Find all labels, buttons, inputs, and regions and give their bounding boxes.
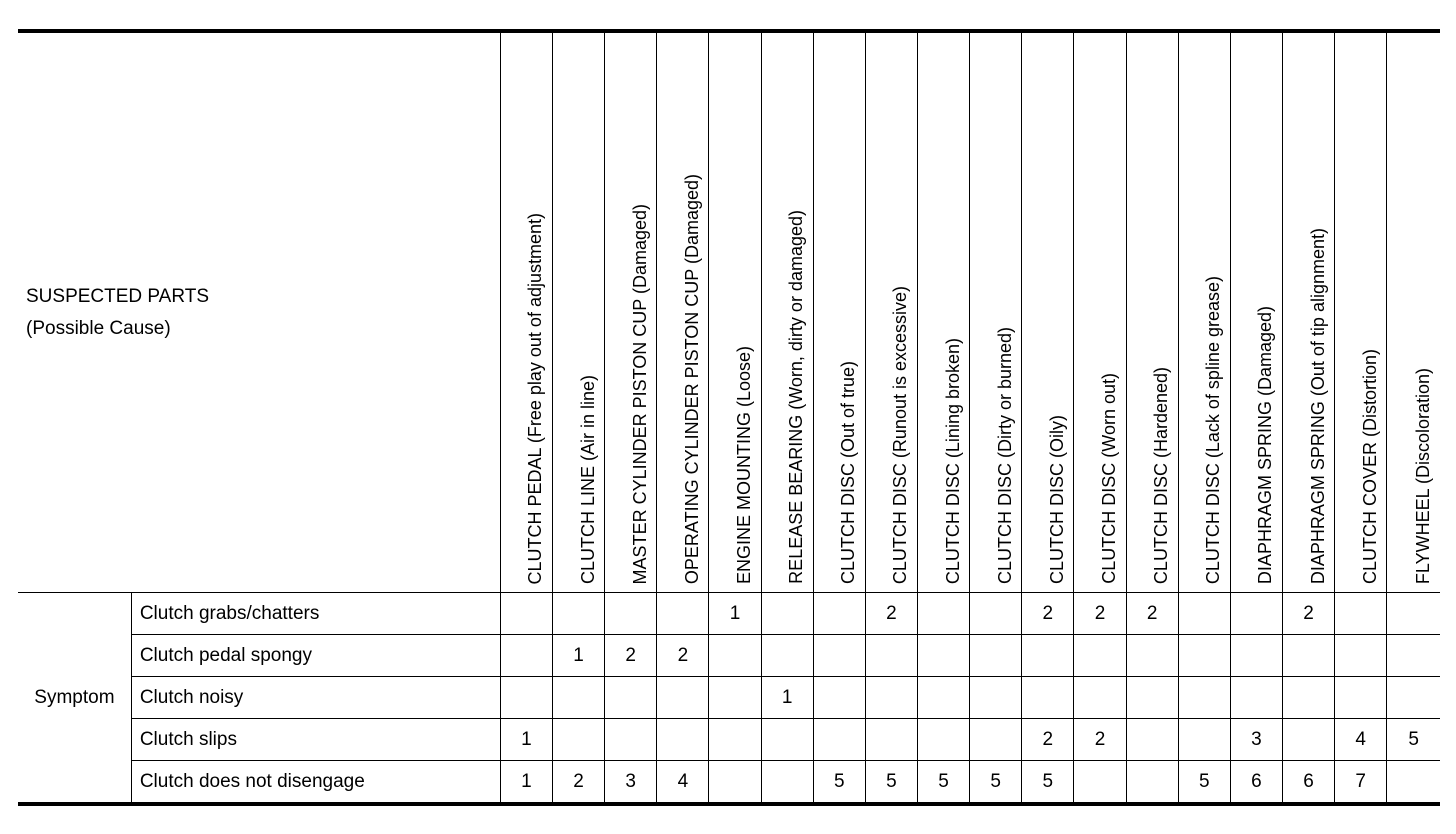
- symptom-group-label: Symptom: [18, 593, 131, 805]
- priority-cell: [553, 719, 605, 761]
- column-header-label: CLUTCH DISC (Runout is excessive): [890, 285, 911, 584]
- priority-cell: 5: [1178, 761, 1230, 805]
- column-header: [1230, 31, 1282, 593]
- priority-cell: 7: [1335, 761, 1387, 805]
- priority-cell: [500, 635, 552, 677]
- priority-cell: [813, 635, 865, 677]
- column-header: [813, 31, 865, 593]
- priority-cell: [1074, 635, 1126, 677]
- priority-cell: 2: [605, 635, 657, 677]
- column-header: [1335, 31, 1387, 593]
- priority-cell: [1335, 677, 1387, 719]
- column-header-label: ENGINE MOUNTING (Loose): [733, 345, 754, 584]
- symptom-name: Clutch does not disengage: [131, 761, 500, 805]
- priority-cell: 5: [813, 761, 865, 805]
- priority-cell: [709, 677, 761, 719]
- column-header-label: CLUTCH DISC (Lack of spline grease): [1203, 275, 1224, 584]
- column-header-label: OPERATING CYLINDER PISTON CUP (Damaged): [681, 173, 702, 584]
- priority-cell: [605, 677, 657, 719]
- table-row: [18, 719, 1440, 761]
- priority-cell: [1387, 635, 1440, 677]
- column-header-label: DIAPHRAGM SPRING (Damaged): [1255, 305, 1276, 584]
- priority-cell: 2: [1282, 593, 1334, 635]
- priority-cell: 5: [970, 761, 1022, 805]
- priority-cell: [970, 677, 1022, 719]
- suspected-parts-subtitle: (Possible Cause): [26, 317, 171, 339]
- priority-cell: 5: [917, 761, 969, 805]
- column-header: [553, 31, 605, 593]
- column-header: [1022, 31, 1074, 593]
- priority-cell: [1022, 677, 1074, 719]
- priority-cell: [553, 677, 605, 719]
- priority-cell: [1230, 635, 1282, 677]
- symptom-name: Clutch slips: [131, 719, 500, 761]
- priority-cell: [1387, 677, 1440, 719]
- priority-cell: 3: [1230, 719, 1282, 761]
- priority-cell: [500, 677, 552, 719]
- priority-cell: [1387, 593, 1440, 635]
- priority-cell: 2: [1022, 593, 1074, 635]
- priority-cell: [1178, 719, 1230, 761]
- priority-cell: 1: [553, 635, 605, 677]
- column-header: [970, 31, 1022, 593]
- priority-cell: [1126, 719, 1178, 761]
- priority-cell: [1335, 593, 1387, 635]
- column-header: [657, 31, 709, 593]
- priority-cell: [1282, 635, 1334, 677]
- column-header-label: FLYWHEEL (Discoloration): [1412, 367, 1433, 584]
- priority-cell: 5: [865, 761, 917, 805]
- priority-cell: [1230, 677, 1282, 719]
- priority-cell: 2: [657, 635, 709, 677]
- column-header-label: RELEASE BEARING (Worn, dirty or damaged): [786, 210, 807, 584]
- priority-cell: [865, 635, 917, 677]
- column-header: [709, 31, 761, 593]
- priority-cell: [917, 719, 969, 761]
- priority-cell: 2: [1022, 719, 1074, 761]
- priority-cell: [813, 593, 865, 635]
- priority-cell: [1282, 677, 1334, 719]
- priority-cell: [761, 761, 813, 805]
- priority-cell: 4: [1335, 719, 1387, 761]
- priority-cell: [605, 719, 657, 761]
- priority-cell: [1387, 761, 1440, 805]
- column-header: [500, 31, 552, 593]
- column-header: [865, 31, 917, 593]
- column-header-label: CLUTCH DISC (Hardened): [1151, 366, 1172, 584]
- column-header-label: DIAPHRAGM SPRING (Out of tip alignment): [1307, 227, 1328, 584]
- priority-cell: 1: [761, 677, 813, 719]
- priority-cell: [917, 677, 969, 719]
- column-header-label: CLUTCH COVER (Distortion): [1359, 348, 1380, 584]
- priority-cell: 2: [1074, 593, 1126, 635]
- column-header: [917, 31, 969, 593]
- priority-cell: [709, 635, 761, 677]
- priority-cell: [1074, 761, 1126, 805]
- column-header-label: CLUTCH DISC (Oily): [1046, 415, 1067, 584]
- suspected-parts-heading: [18, 31, 500, 593]
- priority-cell: 2: [865, 593, 917, 635]
- column-header: [1126, 31, 1178, 593]
- priority-cell: 5: [1022, 761, 1074, 805]
- priority-cell: [657, 677, 709, 719]
- priority-cell: [917, 593, 969, 635]
- priority-cell: [761, 719, 813, 761]
- column-header: [761, 31, 813, 593]
- table-row: [18, 761, 1440, 805]
- column-header-label: MASTER CYLINDER PISTON CUP (Damaged): [629, 203, 650, 584]
- priority-cell: [1022, 635, 1074, 677]
- column-header: [605, 31, 657, 593]
- priority-cell: 2: [553, 761, 605, 805]
- priority-cell: [1178, 593, 1230, 635]
- troubleshooting-table: [18, 29, 1440, 806]
- priority-cell: [1126, 635, 1178, 677]
- priority-cell: [657, 719, 709, 761]
- priority-cell: 1: [500, 719, 552, 761]
- table-row: [18, 593, 1440, 635]
- priority-cell: [709, 719, 761, 761]
- column-header: [1282, 31, 1334, 593]
- column-header-label: CLUTCH DISC (Out of true): [838, 360, 859, 584]
- header-row: [18, 31, 1440, 593]
- priority-cell: [813, 677, 865, 719]
- priority-cell: [1178, 677, 1230, 719]
- column-header: [1074, 31, 1126, 593]
- column-header-label: CLUTCH LINE (Air in line): [577, 374, 598, 584]
- table-row: [18, 635, 1440, 677]
- column-header-label: CLUTCH DISC (Worn out): [1098, 373, 1119, 584]
- column-header: [1178, 31, 1230, 593]
- priority-cell: [1074, 677, 1126, 719]
- priority-cell: [813, 719, 865, 761]
- symptom-name: Clutch grabs/chatters: [131, 593, 500, 635]
- symptom-name: Clutch noisy: [131, 677, 500, 719]
- priority-cell: [605, 593, 657, 635]
- priority-cell: [1126, 677, 1178, 719]
- column-header-label: CLUTCH PEDAL (Free play out of adjustment): [525, 212, 546, 584]
- priority-cell: [865, 719, 917, 761]
- priority-cell: [761, 635, 813, 677]
- priority-cell: 6: [1282, 761, 1334, 805]
- priority-cell: 1: [709, 593, 761, 635]
- priority-cell: [1335, 635, 1387, 677]
- priority-cell: 3: [605, 761, 657, 805]
- priority-cell: [553, 593, 605, 635]
- priority-cell: 2: [1126, 593, 1178, 635]
- priority-cell: [970, 593, 1022, 635]
- priority-cell: [865, 677, 917, 719]
- priority-cell: 1: [500, 761, 552, 805]
- symptom-name: Clutch pedal spongy: [131, 635, 500, 677]
- priority-cell: [657, 593, 709, 635]
- priority-cell: [1282, 719, 1334, 761]
- column-header: [1387, 31, 1440, 593]
- priority-cell: [1230, 593, 1282, 635]
- suspected-parts-title: SUSPECTED PARTS: [26, 285, 210, 307]
- column-header-label: CLUTCH DISC (Lining broken): [942, 337, 963, 584]
- priority-cell: 5: [1387, 719, 1440, 761]
- priority-cell: [1126, 761, 1178, 805]
- column-header-label: CLUTCH DISC (Dirty or burned): [994, 326, 1015, 584]
- priority-cell: [970, 635, 1022, 677]
- priority-cell: 6: [1230, 761, 1282, 805]
- priority-cell: [917, 635, 969, 677]
- priority-cell: 4: [657, 761, 709, 805]
- priority-cell: [1178, 635, 1230, 677]
- priority-cell: [709, 761, 761, 805]
- priority-cell: [970, 719, 1022, 761]
- priority-cell: 2: [1074, 719, 1126, 761]
- table-row: [18, 677, 1440, 719]
- priority-cell: [500, 593, 552, 635]
- priority-cell: [761, 593, 813, 635]
